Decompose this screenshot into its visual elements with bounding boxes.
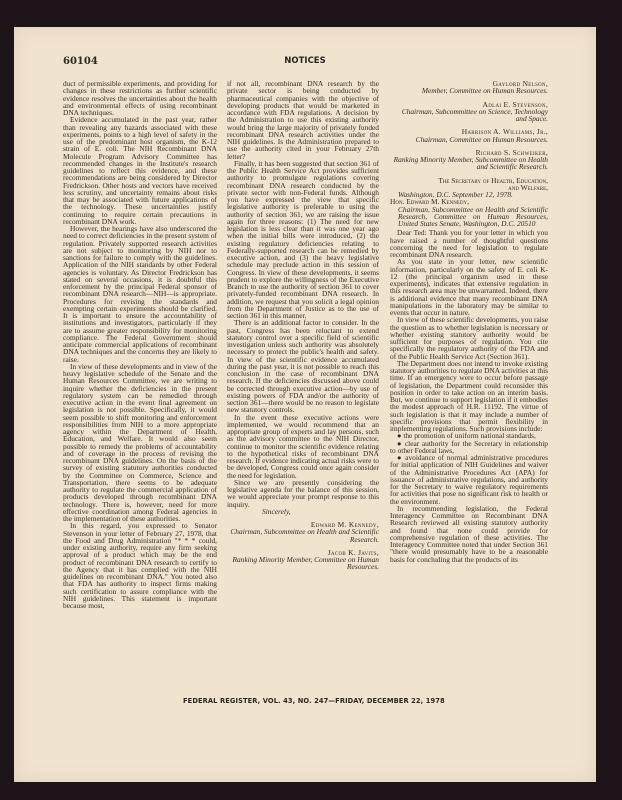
paragraph: Dear Ted: Thank you for your letter in which you have raised a number of thoughtful questions concerning the need for legislation to regulate recombinant DNA research.	[390, 228, 548, 259]
signer-name: Gaylord Nelson,	[492, 79, 548, 88]
paragraph: duct of permissible experiments, and providing for changes in these restrictions as further scientific evidence resolves the uncertainties about the health and environmental effects of using recombinant DNA techniques.	[63, 79, 217, 117]
paragraph: In view of these scientific developments, you raise the question as to whether legislation is necessary or whether existing statutory authority would be sufficient for purposes of regulation. You cite specifically the regulatory authority of the FDA and of the Public Health Service Act (Section 361).	[390, 315, 548, 361]
reply-heading	[390, 177, 548, 228]
signature-block	[227, 549, 379, 571]
bullet-icon: ●	[397, 453, 406, 462]
signer-title: Ranking Minority Member, Subcommittee on Health and Scientific Research.	[393, 155, 548, 172]
closing: Sincerely,	[262, 506, 291, 516]
paragraph: In recommending legislation, the Federal Interagency Committee on Recombinant DNA Research reviewed all existing statutory authority and found that none could provide for comprehensive regulation of these activities. The Interagency Committee noted that under Section 361 "there would presumably have to be a reasonable basis for concluding that the products of its	[390, 503, 548, 564]
paragraph: Since we are presently considering the legislative agenda for the balance of this session, we would appreciate your prompt response to this inquiry.	[227, 477, 379, 509]
column-2	[227, 80, 379, 571]
paragraph: The Department does not intend to invoke existing statutory authorities to regulate DNA activities at this time. If an emergency were to occur before passage of legislation, the Department could reconsider this position in order to take action on an interim basis. But, we continue to support legislation if it embodies the modest approach of H.R. 11192. The virtue of such legislation is that it may include a number of specific provisions that permit flexibility in implementing regulations. Such provisions include:	[390, 358, 548, 433]
page-number: 60104	[63, 56, 98, 67]
signer-title: Chairman, Committee on Human Resources.	[415, 134, 548, 144]
signer-title: Ranking Minority Member, Committee on Human Resources.	[232, 555, 379, 572]
paragraph: if not all, recombinant DNA research by the private sector is being conducted by pharmaceutical companies with the objective of developing products that would be marketed in accordance with FDA regulations. A decision by the Administration to use this existing authority would bring the large majority of privately funded recombinant DNA research activities under the NIH guidelines. Is the Administration prepared to use the authority cited in your February 27th letter?	[227, 79, 379, 161]
signature-block	[390, 128, 548, 143]
paragraph: Evidence accumulated in the past year, rather than revealing any hazards associated with these experiments, points to a high level of safety in the use of the predominant host organism, the K-12 strain of E. coli. The NIH Recombinant DNA Molecule Program Advisory Committee has recommended changes in the Institute's research guidelines to reflect this evidence, and these recommendations are being considered by Director Fredrickson. Other hosts and vectors have received less scrutiny, and uncertainty remains about risks that may be associated with future applications of the technology. These uncertainties justify continuing to require certain precautions in recombinant DNA work.	[63, 115, 217, 226]
paragraph: Finally, it has been suggested that section 361 of the Public Health Service Act provides sufficient authority to promulgate regulations covering recombinant DNA research conducted by the private sector with non-Federal funds. Although you have expressed the view that specific legislative authority is preferable to using the authority of section 361, we are raising the issue again for three reasons: (1) The need for new legislation is less clear than it was one year ago when the initial bills were introduced, (2) the existing regulatory deficiencies relating to Federally-supported research can be remedied by executive action, and (3) the heavy legislative schedule may preclude action in this session of Congress. In view of these developments, it seems prudent to explore the willingness of the Executive Branch to use the authority of section 361 to cover privately-funded recombinant DNA research. In addition, we request that you solicit a legal opinion from the Department of Justice as to the use of section 361 in this manner.	[227, 158, 379, 320]
signer-title: Chairman, Subcommittee on Health and Scientific Research.	[230, 527, 379, 544]
bullet-text: the promotion of uniform national standards,	[403, 431, 536, 441]
page-footer: FEDERAL REGISTER, VOL. 43, NO. 247—FRIDAY, DECEMBER 22, 1978	[183, 697, 445, 705]
signer-name: Jacob K. Javits,	[327, 547, 379, 557]
bullet-icon: ●	[397, 438, 405, 448]
paragraph: In the event these executive actions were implemented, we would recommend that an appropriate group of experts and lay persons, such as the advisory committee to the NIH Director, continue to monitor the scientific evidence relating to the hypothetical risks of recombinant DNA research. If evidence indicating actual risks were to be developed, Congress could once again consider the need for legislation.	[227, 412, 379, 480]
section-header: NOTICES	[284, 56, 326, 66]
signer-name: Adlai E. Stevenson,	[482, 99, 548, 109]
bullet-icon: ●	[397, 431, 404, 441]
signer-name: Harrison A. Williams, Jr.,	[461, 127, 548, 137]
paragraph: However, the hearings have also underscored the need to correct deficiencies in the present system of regulation. Privately supported research activities are not subject to monitoring by NIH nor to sanctions for failure to comply with the guidelines. Application of the NIH standards by other Federal agencies is voluntary. As Director Fredrickson has stated on several occasions, it is doubtful this enforcement by the principal Federal sponsor of recombinant DNA research—NIH—is appropriate. Procedures for revising the standards and exempting certain experiments should be clarified. It is important to ensure the accountability of institutions and investigators, particularly if they are to assume greater responsibility for monitoring compliance. The Federal Government should anticipate commercial applications of recombinant DNA techniques and the concerns they are likely to raise.	[63, 224, 217, 364]
bullet-item	[390, 454, 548, 505]
reply-to-name: Hon. Edward M. Kennedy,	[390, 197, 469, 207]
signature-block	[390, 80, 548, 95]
paragraph: There is an additional factor to consider. In the past, Congress has been reluctant to extend statutory control over a specific field of scientific investigation unless such authority was absolutely necessary to protect the public's health and safety. In view of the scientific evidence accumulated during the past year, it is not possible to reach this conclusion in the case of recombinant DNA research. If the deficiencies discussed above could be corrected through executive action—by use of existing powers of FDA and/or the authority of section 361—there would be no reason to legislate new statutory controls.	[227, 318, 379, 415]
bullet-item	[390, 440, 548, 455]
signature-block	[390, 101, 548, 123]
signer-title: Member, Committee on Human Resources.	[421, 86, 548, 96]
column-3	[390, 80, 548, 563]
bullet-text: avoidance of normal administrative procedures for initial application of NIH Guidelines and waiver of the Administrative Procedures Act (APA) for issuance of administrative regulations, and authority for the Secretary to waive regulatory requirements for activities that pose no significant risk to health or the environment.	[390, 453, 549, 506]
bullet-text: clear authority for the Secretary in relationship to other Federal laws,	[390, 438, 548, 455]
paragraph: In this regard, you expressed to Senator Stevenson in your letter of February 27, 1978, that the Food and Drug Administration "* * * could, under existing authority, require any firm seeking approval of a product which may be the end product of recombinant DNA research to certify to the Agency that it has complied with the NIH guidelines on recombinant DNA." You noted also that FDA has authority to inspect firms making such certification to assure compliance with the NIH guidelines. This statement is important because most,	[63, 521, 217, 610]
signer-name: Richard S. Schweiker,	[475, 147, 548, 157]
column-1	[63, 80, 217, 609]
reply-to-address: Chairman, Subcommittee on Health and Scientific Research, Committee on Human Resources, United States Senate, Washington, D.C. 20510	[398, 204, 548, 228]
paragraph: In view of these developments and in view of the heavy legislative schedule of the Senate and the Human Resources Committee, we are writing to inquire whether the deficiencies in the present regulatory system can be remedied through executive action in the event final agreement on legislation is not possible. Specifically, it would seem possible to shift monitoring and enforcement responsibilities from NIH to a more appropriate agency within the Department of Health, Education, and Welfare. It would also seem possible to remedy the problems of accountability and of coverage in the process of revising the recombinant DNA guidelines. On the basis of the survey of existing statutory authorities conducted by the Committee on Commerce, Science and Transportation, there seems to be adequate authority to regulate the commercial application of products developed through recombinant DNA technology. There is, however, need for more effective coordination among Federal agencies in the implementation of these authorities.	[63, 361, 217, 523]
reply-dateline: Washington, D.C. September 12, 1978.	[398, 190, 513, 199]
reply-from: The Secretary of Health, Education, and Welfare,	[438, 175, 548, 192]
signature-block	[227, 521, 379, 543]
paragraph: As you state in your letter, new scientific information, particularly on the safety of E. coli K-12 (the principal organism used in these experiments), indicates that extensive regulation in this research area may be unwarranted. Indeed, there is additional evidence that many recombinant DNA manipulations in the laboratory may be similar to events that occur in nature.	[390, 257, 548, 317]
signer-title: Chairman, Subcommittee on Science, Technology and Space.	[401, 106, 548, 123]
signature-block	[390, 149, 548, 171]
signer-name: Edward M. Kennedy,	[310, 520, 379, 529]
